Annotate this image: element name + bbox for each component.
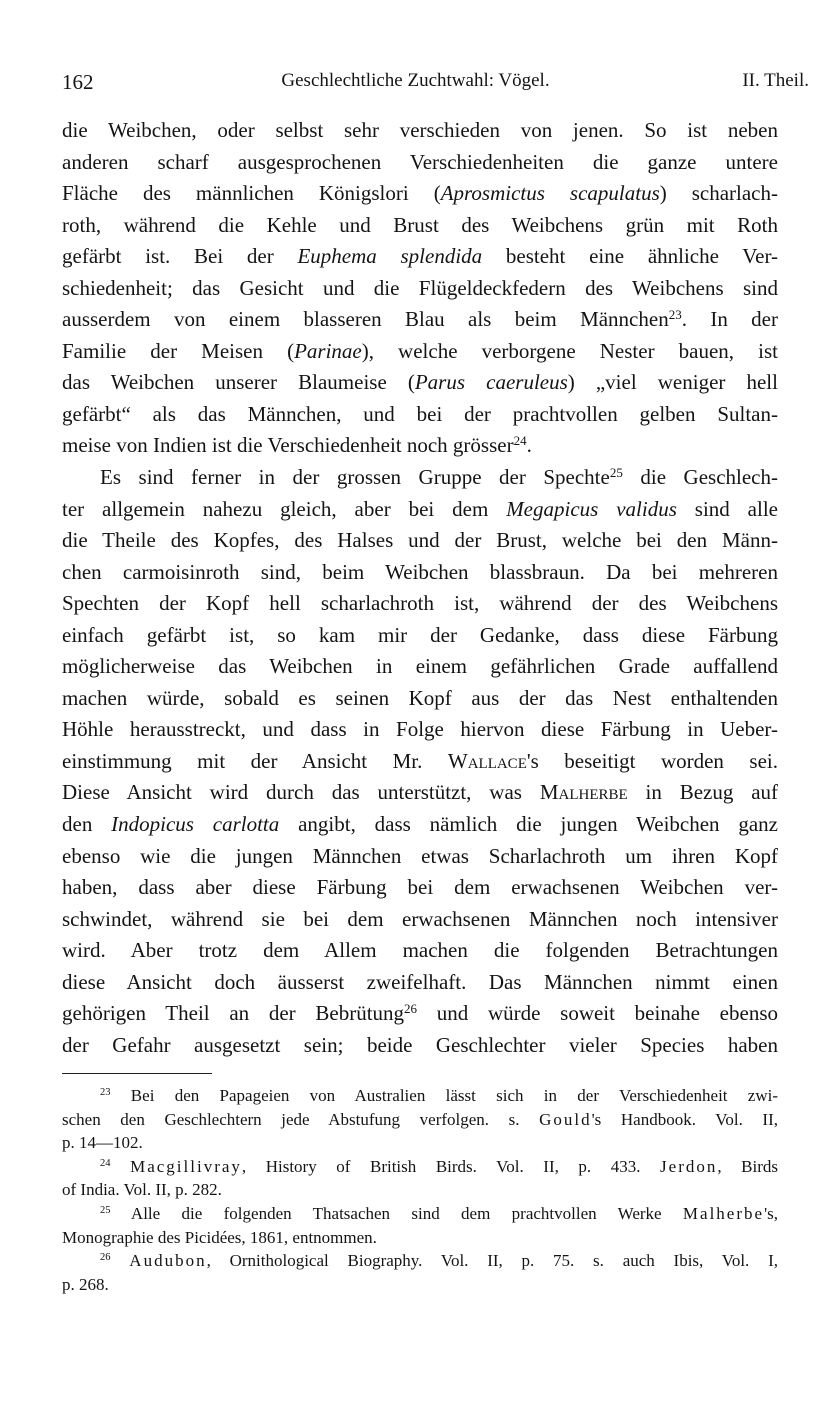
text-line: möglicherweise das Weibchen in einem gefährlichen Grade auffallend [62, 654, 778, 679]
footnote-number: 24 [100, 1157, 111, 1169]
text-line: meise von Indien ist die Verschiedenheit noch grösser$^{24}$. [62, 433, 532, 458]
text-line: Familie der Meisen (Parinae), welche verborgene Nester bauen, ist [62, 338, 778, 363]
footnote-24: $^{24}$ Macgillivray, History of British Birds. Vol. II, p. 433. Jerdon, Birds [100, 1156, 779, 1176]
body-text [62, 115, 778, 1061]
text-line: Höhle herausstreckt, und dass in Folge hiervon diese Färbung in Ueber- [62, 717, 778, 742]
author-name: Gould [539, 1109, 592, 1129]
text-line: die Weibchen, oder selbst sehr verschieden von jenen. So ist neben [62, 118, 778, 142]
running-title: Geschlechtliche Zuchtwahl: Vögel. [281, 70, 550, 91]
text-line: machen würde, sobald es seinen Kopf aus der das Nest enthaltenden [62, 685, 778, 710]
footnote-divider [62, 1073, 212, 1074]
author-name: Wallace [447, 748, 527, 773]
text-line: wird. Aber trotz dem Allem machen die folgenden Betrachtungen [62, 938, 778, 963]
species-name: Parus caeruleus [414, 370, 568, 395]
text-line: einfach gefärbt ist, so kam mir der Gedanke, dass diese Färbung [62, 622, 778, 647]
text-line: anderen scharf ausgesprochenen Verschiedenheiten die ganze untere [62, 149, 778, 174]
author-name: Malherbe [539, 780, 628, 805]
author-name: Malherbe [682, 1203, 765, 1223]
text-line: gefärbt ist. Bei der Euphema splendida besteht eine ähnliche Ver- [62, 244, 779, 269]
footnote-line: p. 14—102. [62, 1133, 143, 1153]
text-line: Es sind ferner in der grossen Gruppe der Spechte$^{25}$ die Geschlech- [100, 464, 778, 490]
footnote-line: Monographie des Picidées, 1861, entnommen. [62, 1227, 377, 1247]
footnote-ref: 25 [609, 464, 623, 480]
author-name: Jerdon [660, 1156, 718, 1176]
text-line: der Gefahr ausgesetzt sein; beide Geschlechter vieler Species haben [62, 1032, 778, 1057]
text-line: chen carmoisinroth sind, beim Weibchen blassbraun. Da bei mehreren [62, 559, 778, 584]
text-line: ebenso wie die jungen Männchen etwas Scharlachroth um ihren Kopf [62, 843, 778, 868]
footnote-line: schen den Geschlechtern jede Abstufung verfolgen. s. Gould's Handbook. Vol. II, [62, 1109, 778, 1129]
footnote-ref: 26 [404, 1001, 418, 1017]
page-number: 162 [62, 70, 94, 94]
text-line: das Weibchen unserer Blaumeise (Parus caeruleus) „viel weniger hell [62, 370, 778, 395]
footnotes [62, 1084, 778, 1296]
footnote-26: $^{26}$ Audubon, Ornithological Biography. Vol. II, p. 75. s. auch Ibis, Vol. I, [100, 1251, 778, 1271]
footnote-number: 25 [100, 1205, 111, 1217]
text-line: roth, während die Kehle und Brust des Weibchens grün mit Roth [62, 212, 778, 237]
text-line: diese Ansicht doch äusserst zweifelhaft. Das Männchen nimmt einen [62, 969, 778, 994]
footnote-25: $^{25}$ Alle die folgenden Thatsachen sind dem prachtvollen Werke Malherbe's, [100, 1203, 778, 1223]
footnote-number: 26 [100, 1252, 111, 1264]
footnote-ref: 23 [668, 307, 682, 323]
text-line: gefärbt“ als das Männchen, und bei der prachtvollen gelben Sultan- [62, 401, 778, 426]
species-name: Megapicus validus [506, 496, 677, 521]
text-line: Fläche des männlichen Königslori (Aprosmictus scapulatus) scharlach- [62, 181, 779, 206]
text-line: ter allgemein nahezu gleich, aber bei dem Megapicus validus sind alle [62, 496, 778, 521]
footnote-23: $^{23}$ Bei den Papageien von Australien lässt sich in der Verschiedenheit zwi- [100, 1086, 778, 1105]
footnote-ref: 24 [513, 433, 527, 449]
text-line: Spechten der Kopf hell scharlachroth ist, während der des Weibchens [62, 591, 778, 616]
text-line: schwindet, während sie bei dem erwachsenen Männchen noch intensiver [62, 906, 778, 931]
text-line: schiedenheit; das Gesicht und die Flügeldeckfedern des Weibchens sind [62, 275, 778, 300]
text-line: den Indopicus carlotta angibt, dass nämlich die jungen Weibchen ganz [62, 812, 779, 837]
footnote-line: of India. Vol. II, p. 282. [62, 1180, 222, 1200]
text-line: Diese Ansicht wird durch das unterstützt, was Malherbe in Bezug auf [62, 780, 779, 805]
text-line: gehörigen Theil an der Bebrütung$^{26}$ und würde soweit beinahe ebenso [62, 1001, 778, 1026]
author-name: Audubon [129, 1251, 207, 1271]
footnote-number: 23 [100, 1087, 111, 1099]
part-label: II. Theil. [742, 70, 809, 91]
species-name: Indopicus carlotta [111, 812, 280, 837]
text-line: ausserdem von einem blasseren Blau als beim Männchen$^{23}$. In der [62, 307, 778, 332]
species-name: Euphema splendida [297, 244, 483, 269]
taxon-name: Parinae [294, 338, 362, 363]
text-line: haben, dass aber diese Färbung bei dem erwachsenen Weibchen ver- [62, 875, 778, 900]
text-line: die Theile des Kopfes, des Halses und der Brust, welche bei den Männ- [62, 528, 778, 553]
footnote-line: p. 268. [62, 1274, 109, 1294]
text-line: einstimmung mit der Ansicht Mr. Wallace's beseitigt worden sei. [62, 748, 778, 773]
running-header [62, 70, 809, 100]
species-name: Aprosmictus scapulatus [440, 181, 660, 206]
author-name: Macgillivray [130, 1156, 242, 1176]
